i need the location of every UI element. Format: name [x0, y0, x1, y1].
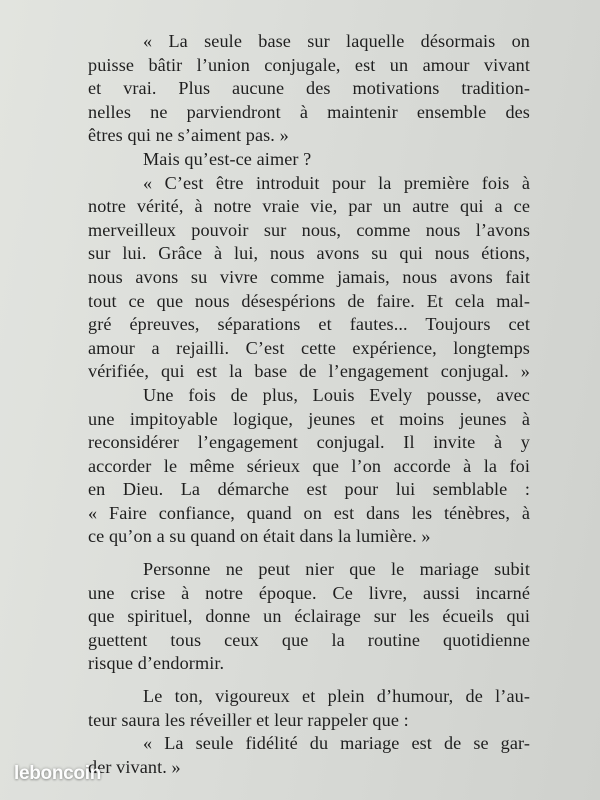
text-line: « Faire confiance, quand on est dans les ténèbres, à: [88, 502, 530, 523]
text-line: reconsidérer l’engagement conjugal. Il invite à y: [88, 432, 530, 453]
text-line: gré épreuves, séparations et fautes... Toujours cet: [88, 314, 530, 335]
text-line: accorder le même sérieux que l’on accorde à la foi: [88, 455, 530, 476]
text-line: puisse bâtir l’union conjugale, est un amour vivant: [88, 54, 530, 75]
text-line: Mais qu’est-ce aimer ?: [143, 148, 312, 169]
text-line: ce qu’on a su quand on était dans la lumière. »: [88, 526, 431, 547]
leboncoin-watermark: leboncoin: [14, 763, 102, 784]
back-cover-text: [88, 30, 530, 779]
text-line: amour a rejailli. C’est cette expérience, longtemps: [88, 337, 530, 358]
text-line: Une fois de plus, Louis Evely pousse, avec: [143, 384, 530, 405]
text-line: teur saura les réveiller et leur rappeler que :: [88, 709, 409, 730]
text-line: tout ce que nous désespérions de faire. Et cela mal-: [88, 290, 530, 311]
text-line: « La seule base sur laquelle désormais on: [143, 31, 530, 51]
text-line: Personne ne peut nier que le mariage subit: [143, 559, 530, 580]
text-line: notre vérité, à notre vraie vie, par un autre qui a ce: [88, 196, 530, 217]
text-line: merveilleux pouvoir sur nous, comme nous l’avons: [88, 219, 530, 240]
text-line: « C’est être introduit pour la première fois à: [143, 172, 530, 193]
text-line: der vivant. »: [88, 756, 181, 777]
text-line: nous avons su vivre comme jamais, nous avons fait: [88, 266, 530, 287]
text-line: en Dieu. La démarche est pour lui semblable :: [88, 479, 530, 500]
text-line: nelles ne parviendront à maintenir ensemble des: [88, 101, 530, 122]
text-line: et vrai. Plus aucune des motivations tradition-: [88, 78, 530, 99]
text-line: êtres qui ne s’aiment pas. »: [88, 125, 289, 146]
text-line: Le ton, vigoureux et plein d’humour, de l’au-: [143, 686, 530, 707]
text-line: risque d’endormir.: [88, 653, 225, 674]
text-line: une crise à notre époque. Ce livre, aussi incarné: [88, 582, 530, 603]
text-line: sur lui. Grâce à lui, nous avons su qui nous étions,: [88, 243, 530, 264]
text-line: « La seule fidélité du mariage est de se gar-: [143, 733, 530, 754]
text-line: vérifiée, qui est la base de l’engagement conjugal. »: [88, 361, 530, 382]
text-line: guettent tous ceux que la routine quotidienne: [88, 629, 530, 650]
text-line: une impitoyable logique, jeunes et moins jeunes à: [88, 408, 530, 429]
text-line: que spirituel, donne un éclairage sur les écueils qui: [88, 606, 530, 627]
